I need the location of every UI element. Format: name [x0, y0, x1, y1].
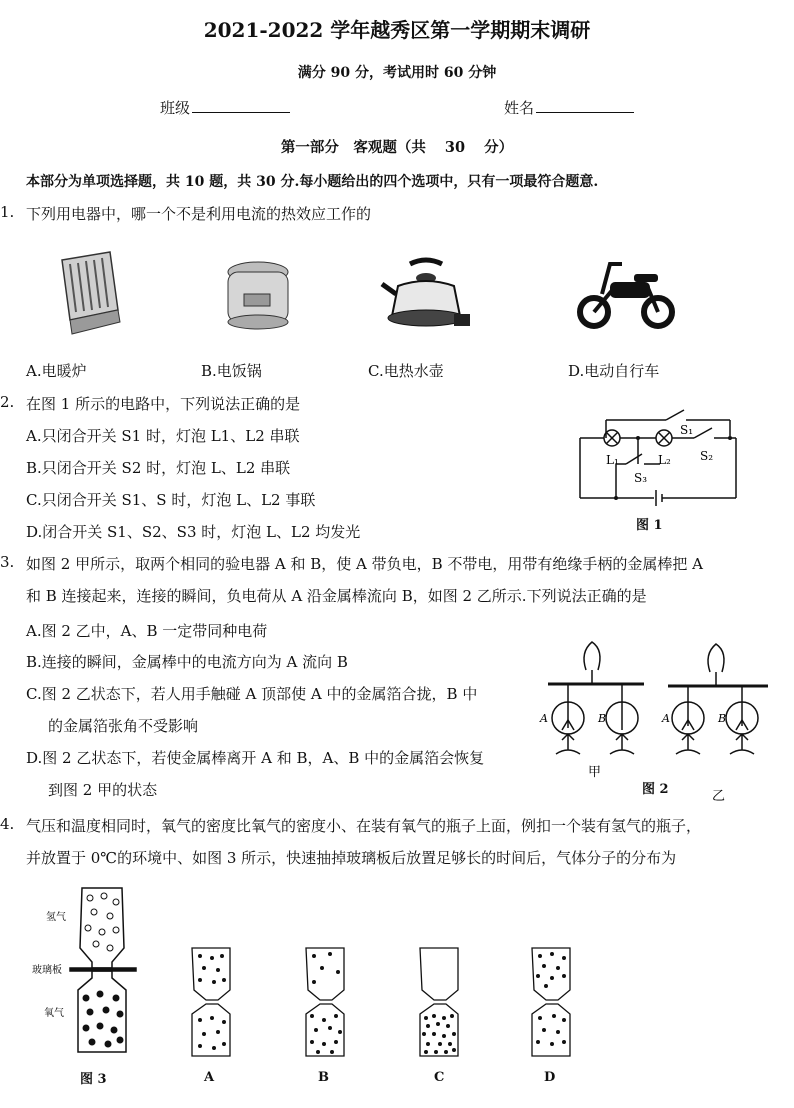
s3-label: S₃ [634, 471, 648, 485]
q3-option-d-cont: 到图 2 甲的状态 [48, 781, 158, 799]
question-4-number: 4. [0, 815, 15, 833]
rice-cooker-image [222, 258, 294, 332]
electric-bicycle-image [574, 258, 678, 330]
figure-2-jia-label: 甲 [588, 765, 602, 780]
electric-heater-image [52, 250, 122, 336]
electric-kettle-image [380, 256, 472, 334]
l1-label: L₁ [606, 453, 619, 467]
q3-option-c-cont: 的金属箔张角不受影响 [48, 717, 199, 735]
section-intro: 本部分为单项选择题，共 10 题，共 30 分.每小题给出的四个选项中，只有一项最符合题意. [26, 174, 599, 190]
figure-2-yi-label: 乙 [712, 789, 726, 804]
figure-3-bottles [30, 882, 160, 1062]
q3-option-d[interactable]: D.图 2 乙状态下，若使金属棒离开 A 和 B，A、B 中的金属箔会恢复 [26, 749, 485, 767]
class-field[interactable] [160, 97, 290, 118]
q1-option-c[interactable]: C.电热水壶 [368, 362, 444, 380]
name-blank[interactable] [536, 98, 634, 113]
electroscope-b-label-yi: B [718, 712, 727, 725]
exam-subtitle: 满分 90 分，考试用时 60 分钟 [297, 65, 497, 81]
question-2-number: 2. [0, 393, 15, 411]
question-4-stem-line1: 气压和温度相同时，氧气的密度比氧气的密度小、在装有氧气的瓶子上面，例扣一个装有氢气的瓶子， [26, 817, 702, 835]
q4-option-c-label[interactable]: C [434, 1070, 445, 1085]
question-3-stem-line2: 和 B 连接起来，连接的瞬间，负电荷从 A 沿金属棒流向 B，如图 2 乙所示.下列说法正确的是 [26, 587, 647, 605]
q1-option-d[interactable]: D.电动自行车 [568, 362, 660, 380]
name-label: 姓名 [504, 99, 535, 117]
q3-option-c[interactable]: C.图 2 乙状态下，若人用手触碰 A 顶部使 A 中的金属箔合拢，B 中 [26, 685, 478, 703]
question-2-stem: 在图 1 所示的电路中，下列说法正确的是 [26, 395, 301, 413]
question-3-number: 3. [0, 553, 15, 571]
q1-option-b[interactable]: B.电饭锅 [201, 362, 262, 380]
name-field[interactable] [504, 97, 634, 118]
glass-plate-label: 玻璃板 [32, 965, 62, 976]
q4-option-d-bottle[interactable] [526, 944, 578, 1062]
q3-option-b[interactable]: B.连接的瞬间，金属棒中的电流方向为 A 流向 B [26, 653, 348, 671]
figure-1-circuit [576, 402, 746, 512]
question-1-number: 1. [0, 203, 15, 221]
oxygen-label: 氧气 [44, 1008, 64, 1019]
l2-label: L₂ [658, 453, 671, 467]
q3-option-a[interactable]: A.图 2 乙中，A、B 一定带同种电荷 [26, 622, 268, 640]
figure-1-caption: 图 1 [636, 518, 663, 533]
s2-label: S₂ [700, 449, 714, 463]
q4-option-a-label[interactable]: A [204, 1070, 215, 1085]
q4-option-c-bottle[interactable] [414, 944, 466, 1062]
q2-option-d[interactable]: D.闭合开关 S1、S2、S3 时，灯泡 L、L2 均发光 [26, 523, 361, 541]
class-label: 班级 [160, 99, 191, 117]
hydrogen-label: 氢气 [46, 912, 66, 923]
exam-title: 2021-2022 学年越秀区第一学期期末调研 [203, 18, 591, 42]
section-title: 第一部分 客观题（共 30 分） [280, 139, 514, 156]
electroscope-a-label-yi: A [662, 712, 670, 725]
class-blank[interactable] [192, 98, 290, 113]
q4-option-a-bottle[interactable] [186, 944, 238, 1062]
figure-2-caption: 图 2 [642, 782, 669, 797]
q2-option-c[interactable]: C.只闭合开关 S1、S 时，灯泡 L、L2 事联 [26, 491, 316, 509]
question-3-stem-line1: 如图 2 甲所示，取两个相同的验电器 A 和 B，使 A 带负电，B 不带电，用带有绝缘手柄的金属棒把 A [26, 555, 704, 573]
q2-option-a[interactable]: A.只闭合开关 S1 时，灯泡 L1、L2 串联 [26, 427, 300, 445]
q4-option-b-label[interactable]: B [318, 1070, 329, 1085]
figure-3-caption: 图 3 [80, 1072, 107, 1087]
s1-label: S₁ [680, 423, 694, 437]
q4-option-b-bottle[interactable] [300, 944, 352, 1062]
electroscope-b-label-jia: B [598, 712, 607, 725]
q1-option-a[interactable]: A.电暖炉 [26, 362, 87, 380]
electroscope-a-label-jia: A [540, 712, 548, 725]
question-1-stem: 下列用电器中，哪一个不是利用电流的热效应工作的 [26, 205, 372, 223]
q2-option-b[interactable]: B.只闭合开关 S2 时，灯泡 L、L2 串联 [26, 459, 291, 477]
q4-option-d-label[interactable]: D [544, 1070, 556, 1085]
question-4-stem-line2: 并放置于 0℃的环境中、如图 3 所示，快速抽掉玻璃板后放置足够长的时间后，气体分子的分布为 [26, 849, 677, 867]
